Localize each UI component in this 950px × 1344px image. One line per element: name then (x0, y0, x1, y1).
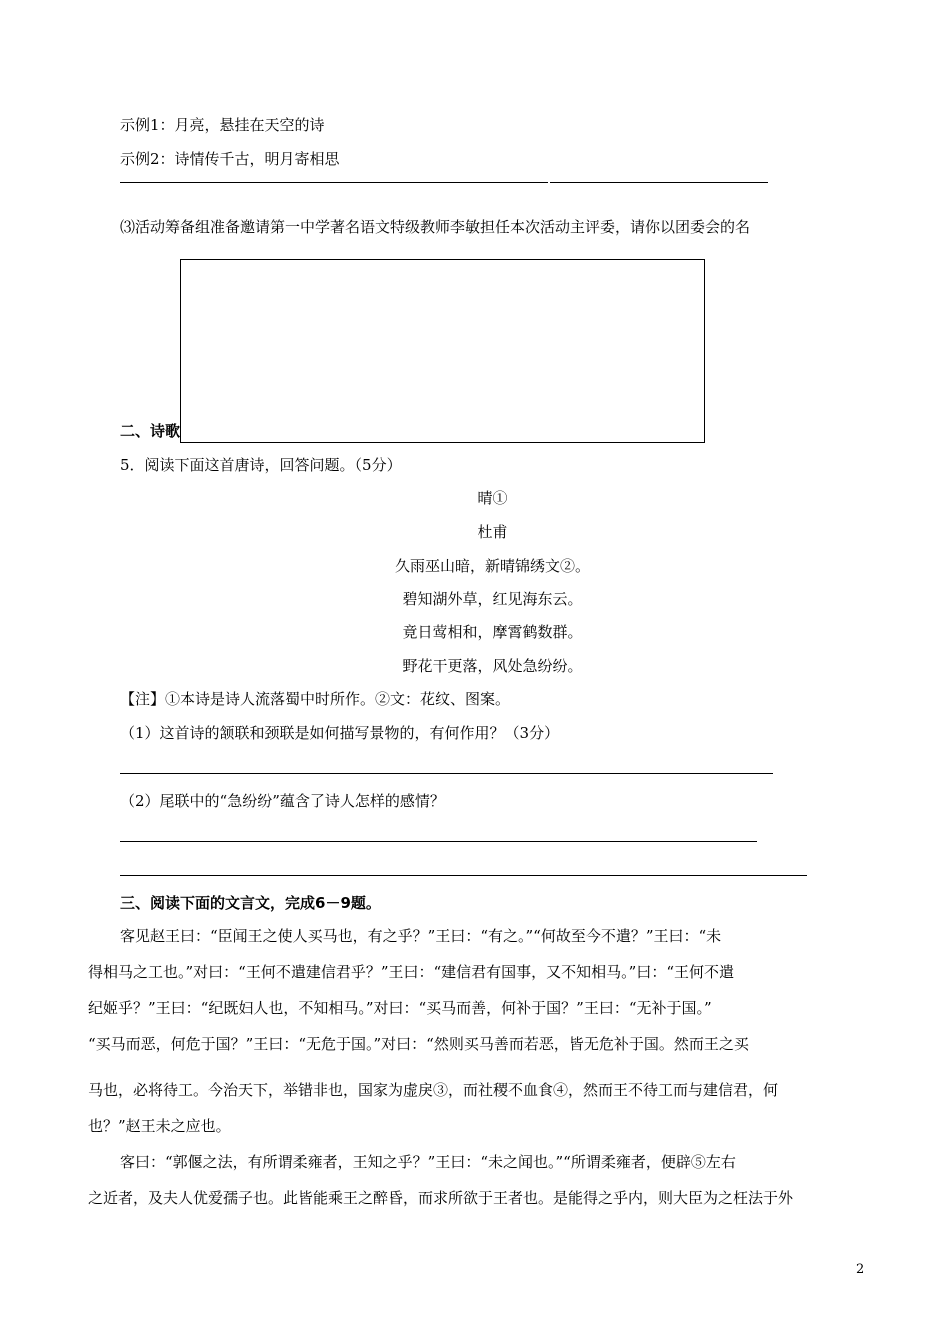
passage-line: “买马而恶，何危于国？”王曰：“无危于国。”对曰：“然则买马善而若恶，皆无危补于国。然而王之买 (88, 1035, 749, 1053)
section-3-heading: 三、阅读下面的文言文，完成6－9题。 (120, 894, 381, 912)
poem-line: 碧知湖外草，红见海东云。 (402, 590, 583, 608)
section-2-heading: 二、诗歌 (120, 422, 181, 440)
question-3-text: ⑶活动筹备组准备邀请第一中学著名语文特级教师李敏担任本次活动主评委，请你以团委会的名 (120, 218, 751, 236)
passage-line: 马也，必将待工。今治天下，举错非也，国家为虚戾③，而社稷不血食④，然而王不待工而与建信君，何 (88, 1081, 779, 1099)
answer-line[interactable] (120, 773, 773, 774)
passage-line: 客曰：“郭偃之法，有所谓柔雍者，王知之乎？”王曰：“未之闻也。”“所谓柔雍者，便辟⑤左右 (120, 1153, 736, 1171)
sub-question-1: （1）这首诗的颔联和颈联是如何描写景物的，有何作用？（3分） (120, 724, 560, 742)
passage-line: 得相马之工也。”对曰：“王何不遣建信君乎？”王曰：“建信君有国事，又不知相马。”曰：“王何不遣 (88, 963, 735, 981)
answer-line[interactable] (120, 875, 807, 876)
passage-line: 客见赵王曰：“臣闻王之使人买马也，有之乎？”王曰：“有之。”“何故至今不遣？”王曰：“未 (120, 927, 722, 945)
passage-line: 纪姬乎？”王曰：“纪既妇人也，不知相马。”对曰：“买马而善，何补于国？”王曰：“无补于国。” (88, 999, 712, 1017)
passage-line: 也？”赵王未之应也。 (88, 1117, 231, 1135)
example-1: 示例1：月亮，悬挂在天空的诗 (120, 116, 325, 134)
passage-line: 之近者，及夫人优爱孺子也。此皆能乘王之醉昏，而求所欲于王者也。是能得之乎内，则大臣为之枉法于外 (88, 1189, 794, 1207)
poem-line: 竟日莺相和，摩霄鹤数群。 (402, 623, 583, 641)
answer-line[interactable] (120, 182, 548, 183)
poem-note: 【注】①本诗是诗人流落蜀中时所作。②文：花纹、图案。 (120, 690, 511, 708)
poem-line: 久雨巫山暗，新晴锦绣文②。 (394, 557, 590, 575)
poem-line: 野花干更落，风处急纷纷。 (402, 657, 583, 675)
page-number: 2 (856, 1262, 865, 1277)
sub-question-2: （2）尾联中的“急纷纷”蕴含了诗人怎样的感情？ (120, 792, 445, 810)
poem-author: 杜甫 (477, 523, 508, 541)
poem-title: 晴① (477, 489, 508, 507)
example-2: 示例2：诗情传千古，明月寄相思 (120, 150, 340, 168)
answer-line[interactable] (120, 841, 757, 842)
question-5-prompt: 5．阅读下面这首唐诗，回答问题。（5分） (120, 456, 402, 474)
answer-box[interactable] (180, 259, 705, 443)
answer-line[interactable] (550, 182, 768, 183)
